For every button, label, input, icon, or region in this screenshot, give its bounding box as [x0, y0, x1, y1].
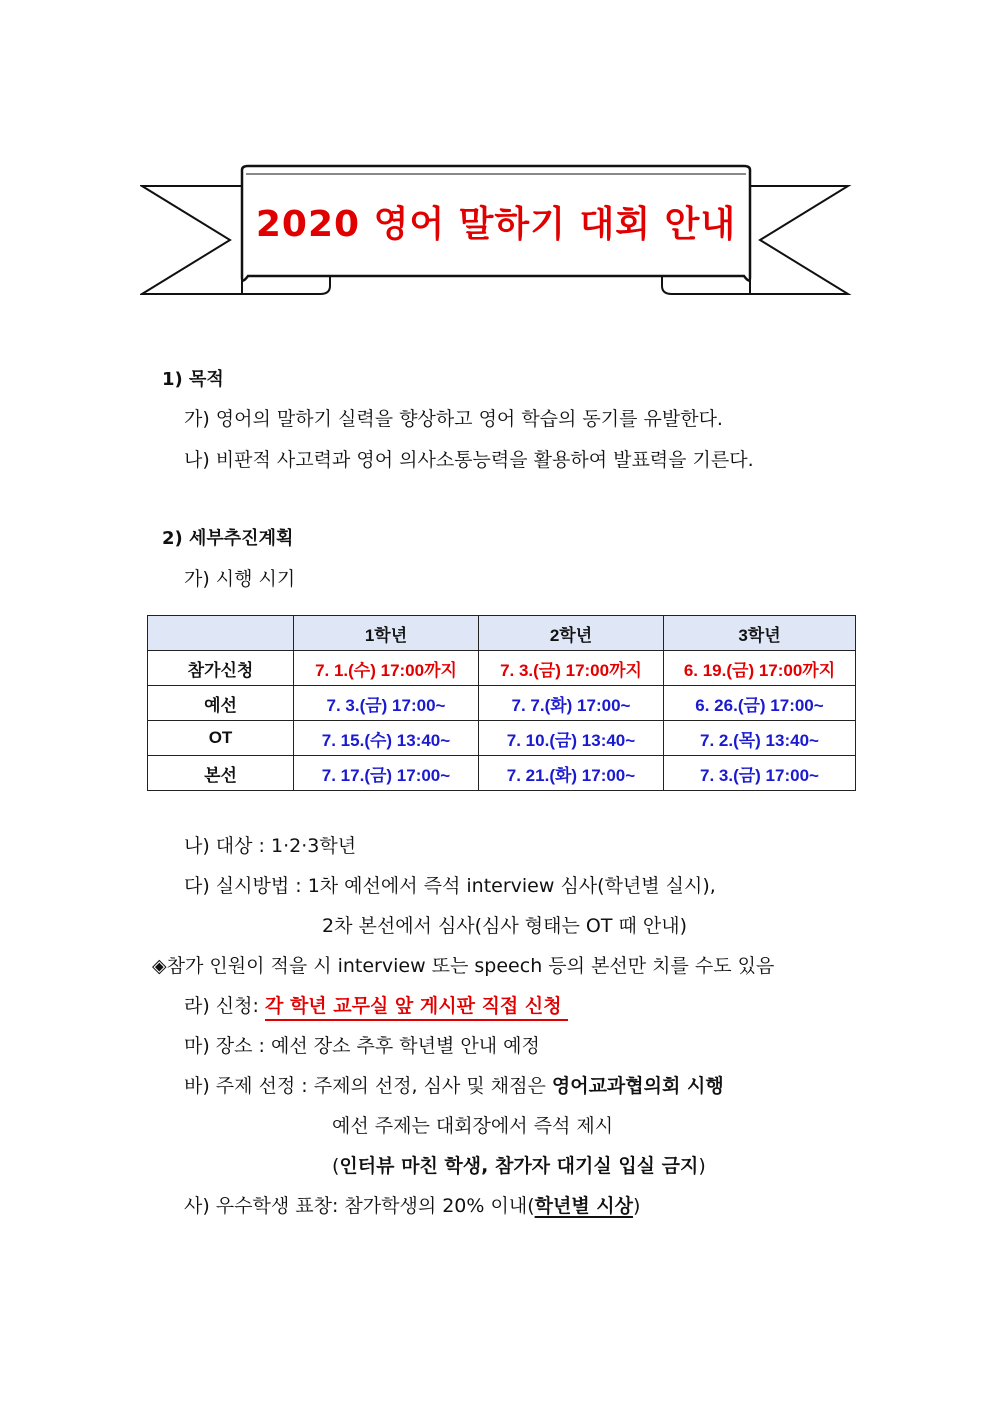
purpose-item-2: 나) 비판적 사고력과 영어 의사소통능력을 활용하여 발표력을 기른다. — [184, 449, 754, 471]
award-label: 사) 우수학생 표창: 참가학생의 20% 이내( — [184, 1195, 535, 1217]
table-cell: 7. 10.(금) 13:40~ — [479, 721, 664, 756]
table-header-cell: 2학년 — [479, 616, 664, 651]
page-title: 2020 영어 말하기 대회 안내 — [255, 204, 737, 245]
table-header-cell: 3학년 — [664, 616, 856, 651]
table-header-row — [148, 616, 856, 651]
table-cell: 6. 26.(금) 17:00~ — [664, 686, 856, 721]
note-line: ◈참가 인원이 적을 시 interview 또는 speech 등의 본선만 치를 수도 있음 — [152, 955, 775, 977]
row-label: OT — [148, 721, 294, 756]
topic-line-2: 예선 주제는 대회장에서 즉석 제시 — [332, 1115, 614, 1137]
award-close: ) — [633, 1195, 641, 1217]
ribbon-left-tail — [142, 186, 242, 294]
row-label: 예선 — [148, 686, 294, 721]
table-header-cell: 1학년 — [294, 616, 479, 651]
topic-label: 바) 주제 선정 : 주제의 선정, 심사 및 채점은 — [184, 1075, 552, 1097]
table-cell: 7. 21.(화) 17:00~ — [479, 756, 664, 791]
place-line: 마) 장소 : 예선 장소 추후 학년별 안내 예정 — [184, 1035, 540, 1057]
schedule-subheading: 가) 시행 시기 — [184, 568, 296, 590]
table-row — [148, 721, 856, 756]
table-cell: 7. 3.(금) 17:00까지 — [479, 651, 664, 686]
table-cell: 7. 17.(금) 17:00~ — [294, 756, 479, 791]
schedule-table — [147, 615, 856, 791]
table-cell: 7. 1.(수) 17:00까지 — [294, 651, 479, 686]
award-bold: 학년별 시상 — [534, 1195, 634, 1217]
apply-value: 각 학년 교무실 앞 게시판 직접 신청 — [265, 995, 562, 1021]
apply-line — [184, 994, 568, 1018]
method-line-1: 다) 실시방법 : 1차 예선에서 즉석 interview 심사(학년별 실시), — [184, 875, 716, 897]
topic-paren-open: ( — [332, 1155, 340, 1177]
table-cell: 6. 19.(금) 17:00까지 — [664, 651, 856, 686]
table-cell: 7. 3.(금) 17:00~ — [294, 686, 479, 721]
apply-label: 라) 신청: — [184, 995, 265, 1017]
table-row — [148, 686, 856, 721]
title-banner — [140, 160, 852, 300]
topic-line-3 — [332, 1154, 706, 1178]
purpose-item-1: 가) 영어의 말하기 실력을 향상하고 영어 학습의 동기를 유발한다. — [184, 408, 723, 430]
table-header-cell — [148, 616, 294, 651]
table-cell: 7. 15.(수) 13:40~ — [294, 721, 479, 756]
ribbon-right-tail — [750, 186, 848, 294]
method-line-2: 2차 본선에서 심사(심사 형태는 OT 때 안내) — [322, 915, 688, 937]
row-label: 참가신청 — [148, 651, 294, 686]
table-cell: 7. 3.(금) 17:00~ — [664, 756, 856, 791]
table-cell: 7. 7.(화) 17:00~ — [479, 686, 664, 721]
row-label: 본선 — [148, 756, 294, 791]
topic-bold: 영어교과협의회 시행 — [551, 1075, 724, 1097]
table-cell: 7. 2.(목) 13:40~ — [664, 721, 856, 756]
award-line — [184, 1194, 640, 1218]
target-line: 나) 대상 : 1·2·3학년 — [184, 835, 357, 857]
topic-paren-close: ) — [698, 1155, 706, 1177]
section2-heading: 2) 세부추진계획 — [162, 528, 294, 549]
topic-line-1 — [184, 1074, 724, 1098]
topic-restriction: 인터뷰 마친 학생, 참가자 대기실 입실 금지 — [339, 1155, 699, 1177]
section1-heading: 1) 목적 — [162, 369, 224, 390]
table-row — [148, 756, 856, 791]
table-row — [148, 651, 856, 686]
